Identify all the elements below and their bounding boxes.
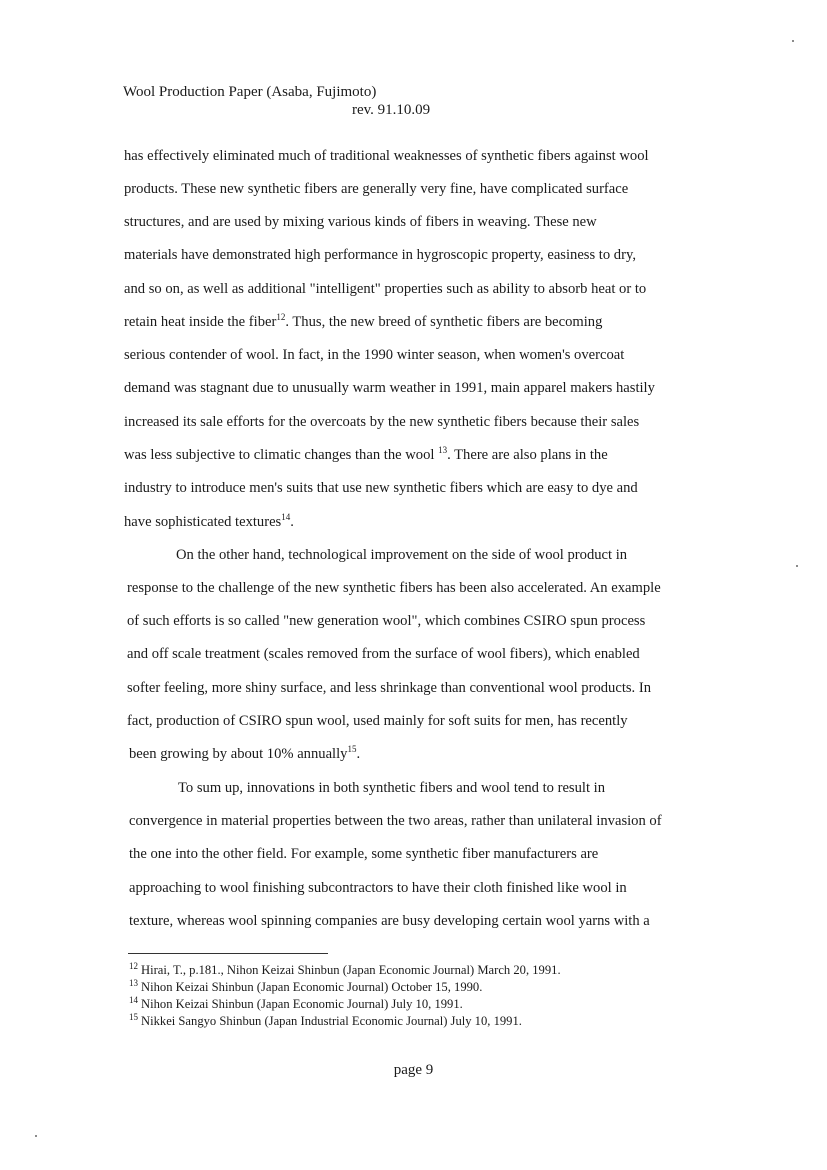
body-line [124, 214, 597, 231]
body-line [129, 880, 627, 897]
body-line-text: To sum up, innovations in both synthetic fibers and wool tend to result in [178, 780, 606, 796]
body-line-text: serious contender of wool. In fact, in the 1990 winter season, when women's overcoat [124, 347, 625, 363]
body-line-text: and so on, as well as additional "intelligent" properties such as ability to absorb heat or to [124, 281, 647, 297]
body-line [124, 514, 294, 531]
footnote [129, 1011, 522, 1029]
footnote-text: Hirai, T., p.181., Nihon Keizai Shinbun (Japan Economic Journal) March 20, 1991. [141, 963, 561, 977]
body-line [124, 281, 646, 298]
body-line-text: products. These new synthetic fibers are generally very fine, have complicated surface [124, 181, 629, 197]
page-number: page 9 [393, 1062, 434, 1078]
body-line [178, 780, 605, 797]
footnote-reference: 14 [281, 512, 291, 523]
body-line [129, 746, 360, 763]
body-line-text: . There are also plans in the [447, 447, 608, 463]
footnote-text: Nihon Keizai Shinbun (Japan Economic Journal) October 15, 1990. [141, 980, 483, 994]
footnote-number: 13 [129, 977, 138, 988]
body-line [124, 347, 624, 364]
body-line-text: . Thus, the new breed of synthetic fibers are becoming [285, 314, 603, 330]
body-line-text: materials have demonstrated high performance in hygroscopic property, easiness to dry, [124, 247, 636, 263]
scan-speck [796, 565, 798, 567]
body-line-text: . [290, 514, 294, 530]
body-line [124, 314, 602, 331]
body-line-text: texture, whereas wool spinning companies are busy developing certain wool yarns with a [129, 913, 650, 929]
body-line [124, 380, 655, 397]
body-line-text: response to the challenge of the new synthetic fibers has been also accelerated. An example [127, 580, 661, 596]
body-line [129, 846, 598, 863]
footnote-reference: 13 [438, 445, 448, 456]
footnote [129, 994, 463, 1012]
body-line-text: . [356, 746, 361, 762]
body-line-text: demand was stagnant due to unusually warm weather in 1991, main apparel makers hastily [124, 380, 655, 396]
body-line-text: has effectively eliminated much of traditional weaknesses of synthetic fibers against wool [124, 148, 649, 164]
header-revision: rev. 91.10.09 [352, 102, 431, 118]
body-line [124, 480, 638, 497]
header-title: Wool Production Paper (Asaba, Fujimoto) [123, 84, 377, 100]
body-line [129, 813, 662, 830]
body-line-text: have sophisticated textures [124, 514, 282, 530]
body-line-text: the one into the other field. For example, some synthetic fiber manufacturers are [129, 846, 599, 862]
footnote-reference: 12 [276, 312, 286, 323]
body-line [127, 646, 640, 663]
footnote-number: 12 [129, 960, 138, 971]
scan-speck [792, 40, 794, 42]
footnote-text: Nikkei Sangyo Shinbun (Japan Industrial Economic Journal) July 10, 1991. [141, 1014, 522, 1028]
body-line-text: increased its sale efforts for the overcoats by the new synthetic fibers because their sales [124, 414, 640, 430]
body-line-text: convergence in material properties between the two areas, rather than unilateral invasion of [129, 813, 662, 829]
body-line-text: been growing by about 10% annually [129, 746, 348, 762]
footnote-reference: 15 [347, 744, 357, 755]
body-line [127, 680, 651, 697]
body-line [127, 713, 628, 730]
body-line [127, 580, 661, 597]
footnote-number: 15 [129, 1011, 138, 1022]
body-line [129, 913, 650, 930]
body-line [124, 447, 608, 464]
footnote [129, 960, 561, 978]
body-line [124, 148, 649, 165]
body-line-text: and off scale treatment (scales removed from the surface of wool fibers), which enabled [127, 646, 640, 662]
footnote-text: Nihon Keizai Shinbun (Japan Economic Journal) July 10, 1991. [141, 997, 463, 1011]
body-line-text: fact, production of CSIRO spun wool, used mainly for soft suits for men, has recently [127, 713, 628, 729]
body-line-text: retain heat inside the fiber [124, 314, 277, 330]
body-line [127, 613, 645, 630]
footnote [129, 977, 483, 995]
body-line-text: approaching to wool finishing subcontractors to have their cloth finished like wool in [129, 880, 627, 896]
body-line-text: structures, and are used by mixing various kinds of fibers in weaving. These new [124, 214, 597, 230]
body-line [124, 181, 628, 198]
body-line [124, 247, 636, 264]
body-line-text: softer feeling, more shiny surface, and less shrinkage than conventional wool products. In [127, 680, 652, 696]
body-line-text: was less subjective to climatic changes than the wool [124, 447, 439, 463]
body-line-text: industry to introduce men's suits that use new synthetic fibers which are easy to dye and [124, 480, 638, 496]
body-line [176, 547, 627, 564]
body-line-text: On the other hand, technological improvement on the side of wool product in [176, 547, 628, 563]
footnote-number: 14 [129, 994, 138, 1005]
footnote-divider [128, 953, 328, 954]
body-line [124, 414, 639, 431]
scan-speck [35, 1135, 37, 1137]
body-line-text: of such efforts is so called "new generation wool", which combines CSIRO spun process [127, 613, 646, 629]
